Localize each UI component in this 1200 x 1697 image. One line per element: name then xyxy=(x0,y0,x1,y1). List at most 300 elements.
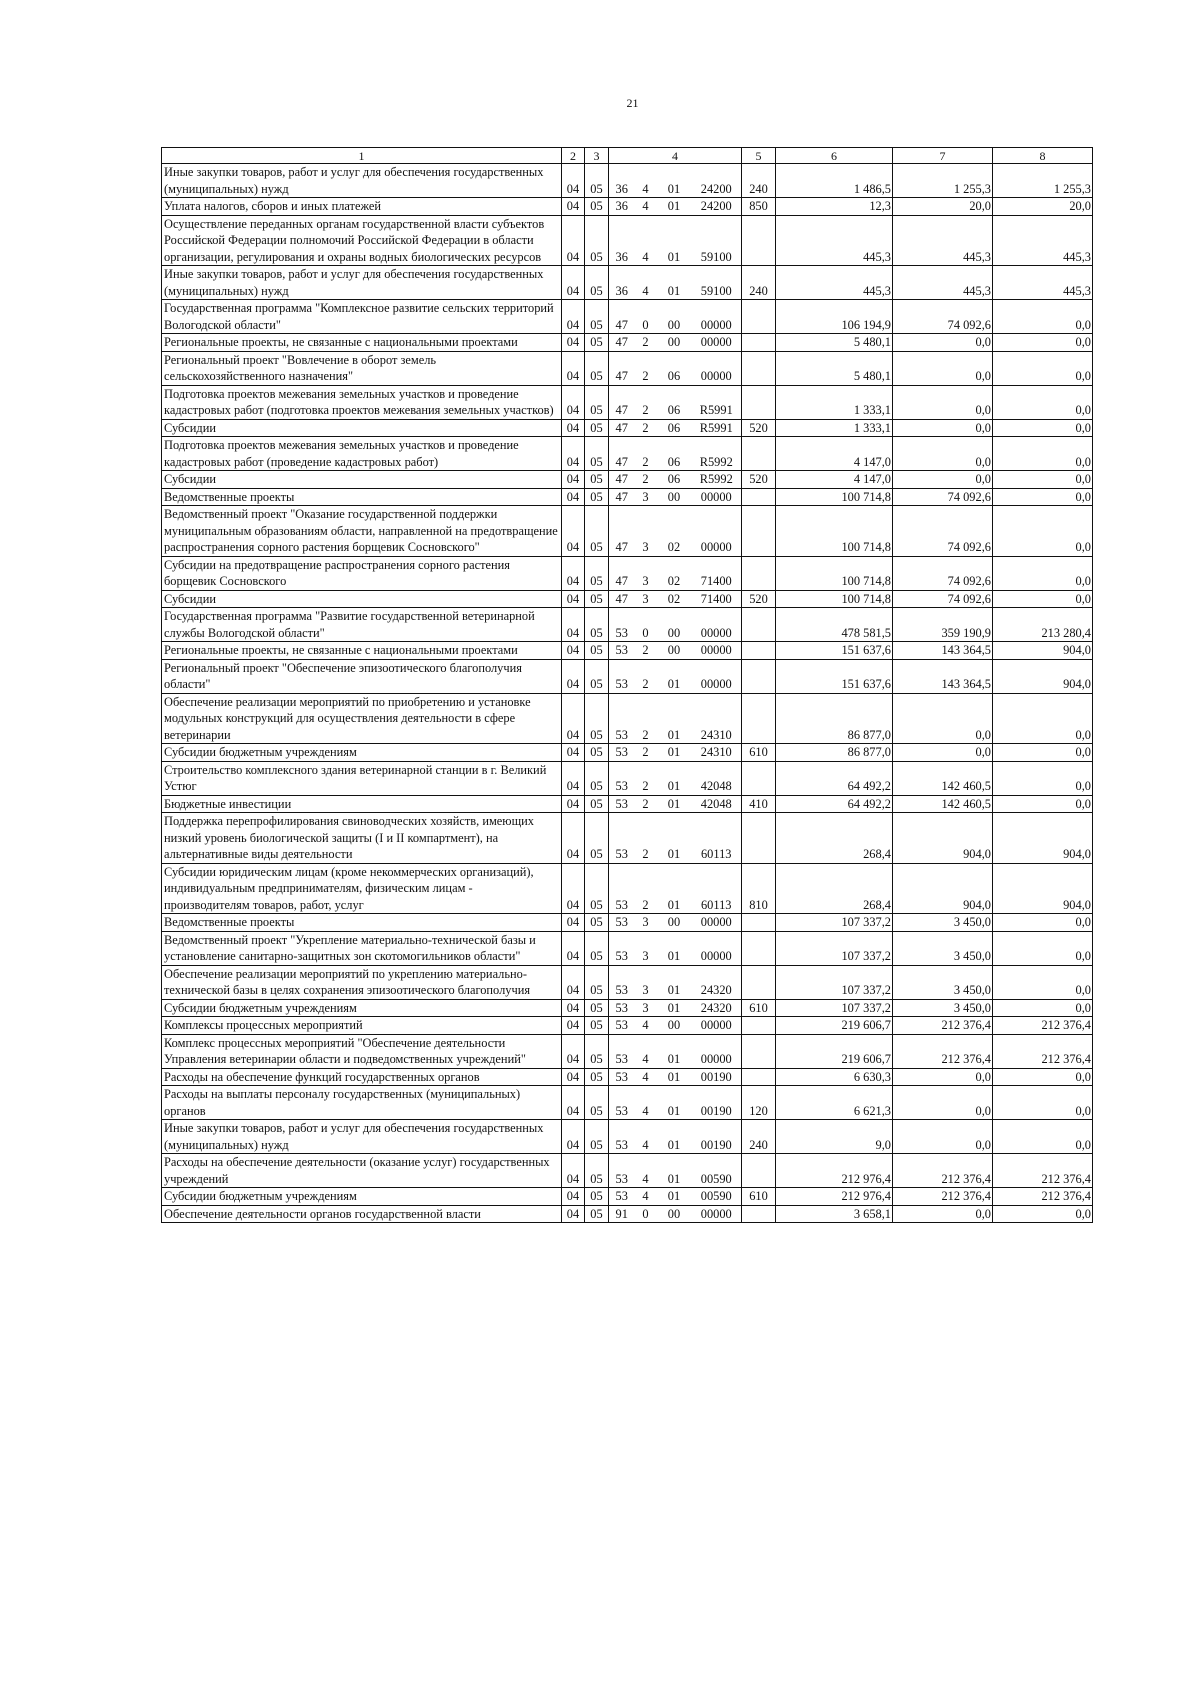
amount-col-7: 0,0 xyxy=(893,471,993,489)
col-header-6: 6 xyxy=(776,148,893,164)
amount-col-8: 904,0 xyxy=(993,813,1093,864)
code-program: 53 xyxy=(609,761,635,795)
code-subsection: 05 xyxy=(585,471,609,489)
col-header-2: 2 xyxy=(562,148,585,164)
code-element: 01 xyxy=(657,813,692,864)
code-expense-type: 410 xyxy=(742,795,776,813)
code-expense-type xyxy=(742,385,776,419)
code-subsection: 05 xyxy=(585,744,609,762)
amount-col-6: 268,4 xyxy=(776,813,893,864)
code-subsection: 05 xyxy=(585,351,609,385)
amount-col-8: 0,0 xyxy=(993,590,1093,608)
amount-col-7: 0,0 xyxy=(893,351,993,385)
table-row xyxy=(162,334,1093,352)
code-expense-type xyxy=(742,1034,776,1068)
amount-col-6: 1 333,1 xyxy=(776,385,893,419)
amount-col-8: 445,3 xyxy=(993,266,1093,300)
table-row xyxy=(162,437,1093,471)
amount-col-6: 100 714,8 xyxy=(776,556,893,590)
code-element: 01 xyxy=(657,1068,692,1086)
row-name: Государственная программа "Развитие государственной ветеринарной службы Вологодской области" xyxy=(162,608,562,642)
code-program: 53 xyxy=(609,914,635,932)
table-row xyxy=(162,914,1093,932)
code-expense-type xyxy=(742,215,776,266)
amount-col-6: 151 637,6 xyxy=(776,642,893,660)
code-expense-type xyxy=(742,659,776,693)
code-type: 2 xyxy=(635,351,657,385)
table-row xyxy=(162,300,1093,334)
table-row xyxy=(162,1205,1093,1223)
code-expense-type: 240 xyxy=(742,164,776,198)
code-program: 53 xyxy=(609,1068,635,1086)
amount-col-6: 4 147,0 xyxy=(776,471,893,489)
code-direction: 00000 xyxy=(692,642,742,660)
amount-col-8: 0,0 xyxy=(993,488,1093,506)
code-program: 53 xyxy=(609,659,635,693)
col-header-7: 7 xyxy=(893,148,993,164)
code-element: 01 xyxy=(657,931,692,965)
code-program: 47 xyxy=(609,556,635,590)
code-subsection: 05 xyxy=(585,385,609,419)
code-section: 04 xyxy=(562,914,585,932)
code-section: 04 xyxy=(562,659,585,693)
code-direction: 00000 xyxy=(692,334,742,352)
code-direction: 00000 xyxy=(692,488,742,506)
code-type: 2 xyxy=(635,471,657,489)
amount-col-7: 0,0 xyxy=(893,419,993,437)
code-subsection: 05 xyxy=(585,795,609,813)
header-row xyxy=(162,148,1093,164)
amount-col-7: 142 460,5 xyxy=(893,761,993,795)
code-direction: 00000 xyxy=(692,608,742,642)
code-subsection: 05 xyxy=(585,1205,609,1223)
code-subsection: 05 xyxy=(585,437,609,471)
code-section: 04 xyxy=(562,813,585,864)
code-element: 01 xyxy=(657,198,692,216)
amount-col-7: 142 460,5 xyxy=(893,795,993,813)
code-expense-type: 120 xyxy=(742,1086,776,1120)
amount-col-8: 0,0 xyxy=(993,334,1093,352)
amount-col-7: 0,0 xyxy=(893,1205,993,1223)
row-name: Осуществление переданных органам государственной власти субъектов Российской Федерации полномочий Российской Федерации в области организации, регулирования и охраны водных биологических ресурсов xyxy=(162,215,562,266)
amount-col-8: 0,0 xyxy=(993,1120,1093,1154)
code-direction: 71400 xyxy=(692,556,742,590)
amount-col-6: 6 630,3 xyxy=(776,1068,893,1086)
amount-col-8: 212 376,4 xyxy=(993,1188,1093,1206)
amount-col-6: 107 337,2 xyxy=(776,965,893,999)
code-program: 53 xyxy=(609,795,635,813)
code-expense-type xyxy=(742,931,776,965)
amount-col-8: 0,0 xyxy=(993,931,1093,965)
col-header-5: 5 xyxy=(742,148,776,164)
amount-col-8: 0,0 xyxy=(993,744,1093,762)
code-element: 00 xyxy=(657,300,692,334)
code-program: 53 xyxy=(609,642,635,660)
amount-col-8: 0,0 xyxy=(993,300,1093,334)
table-row xyxy=(162,266,1093,300)
code-section: 04 xyxy=(562,608,585,642)
amount-col-8: 904,0 xyxy=(993,863,1093,914)
row-name: Региональные проекты, не связанные с национальными проектами xyxy=(162,642,562,660)
code-expense-type xyxy=(742,914,776,932)
code-program: 47 xyxy=(609,334,635,352)
col-header-1: 1 xyxy=(162,148,562,164)
code-section: 04 xyxy=(562,385,585,419)
code-expense-type xyxy=(742,556,776,590)
amount-col-6: 107 337,2 xyxy=(776,931,893,965)
code-subsection: 05 xyxy=(585,300,609,334)
code-section: 04 xyxy=(562,300,585,334)
code-direction: 24320 xyxy=(692,999,742,1017)
code-expense-type xyxy=(742,351,776,385)
code-expense-type: 240 xyxy=(742,266,776,300)
table-row xyxy=(162,1068,1093,1086)
code-program: 53 xyxy=(609,931,635,965)
code-type: 3 xyxy=(635,999,657,1017)
code-direction: 00190 xyxy=(692,1068,742,1086)
amount-col-6: 219 606,7 xyxy=(776,1034,893,1068)
code-section: 04 xyxy=(562,419,585,437)
amount-col-7: 904,0 xyxy=(893,863,993,914)
amount-col-6: 5 480,1 xyxy=(776,334,893,352)
code-type: 3 xyxy=(635,590,657,608)
amount-col-7: 74 092,6 xyxy=(893,300,993,334)
table-row xyxy=(162,744,1093,762)
amount-col-8: 0,0 xyxy=(993,419,1093,437)
code-type: 4 xyxy=(635,1154,657,1188)
table-row xyxy=(162,761,1093,795)
code-element: 00 xyxy=(657,914,692,932)
code-element: 01 xyxy=(657,1154,692,1188)
code-element: 01 xyxy=(657,1034,692,1068)
code-subsection: 05 xyxy=(585,266,609,300)
amount-col-7: 3 450,0 xyxy=(893,965,993,999)
code-direction: 00000 xyxy=(692,300,742,334)
code-program: 47 xyxy=(609,300,635,334)
amount-col-8: 0,0 xyxy=(993,506,1093,557)
code-subsection: 05 xyxy=(585,506,609,557)
code-type: 4 xyxy=(635,1120,657,1154)
code-type: 4 xyxy=(635,1086,657,1120)
code-subsection: 05 xyxy=(585,556,609,590)
amount-col-7: 74 092,6 xyxy=(893,590,993,608)
amount-col-7: 143 364,5 xyxy=(893,642,993,660)
code-element: 01 xyxy=(657,1120,692,1154)
code-type: 4 xyxy=(635,1017,657,1035)
amount-col-6: 64 492,2 xyxy=(776,795,893,813)
code-expense-type xyxy=(742,813,776,864)
row-name: Региональный проект "Вовлечение в оборот земель сельскохозяйственного назначения" xyxy=(162,351,562,385)
row-name: Расходы на выплаты персоналу государственных (муниципальных) органов xyxy=(162,1086,562,1120)
code-subsection: 05 xyxy=(585,1086,609,1120)
code-type: 4 xyxy=(635,198,657,216)
code-section: 04 xyxy=(562,215,585,266)
row-name: Бюджетные инвестиции xyxy=(162,795,562,813)
code-element: 02 xyxy=(657,556,692,590)
row-name: Поддержка перепрофилирования свиноводческих хозяйств, имеющих низкий уровень биологической защиты (I и II компартмент), на альтернативные виды деятельности xyxy=(162,813,562,864)
code-type: 2 xyxy=(635,863,657,914)
row-name: Обеспечение реализации мероприятий по укреплению материально-технической базы в целях сохранения эпизоотического благополучия xyxy=(162,965,562,999)
code-direction: 00590 xyxy=(692,1188,742,1206)
amount-col-7: 3 450,0 xyxy=(893,931,993,965)
code-element: 06 xyxy=(657,385,692,419)
code-expense-type xyxy=(742,642,776,660)
code-section: 04 xyxy=(562,198,585,216)
amount-col-6: 3 658,1 xyxy=(776,1205,893,1223)
code-type: 2 xyxy=(635,385,657,419)
amount-col-6: 445,3 xyxy=(776,266,893,300)
amount-col-6: 1 333,1 xyxy=(776,419,893,437)
code-subsection: 05 xyxy=(585,608,609,642)
code-section: 04 xyxy=(562,1154,585,1188)
code-program: 53 xyxy=(609,1086,635,1120)
amount-col-7: 212 376,4 xyxy=(893,1017,993,1035)
code-element: 06 xyxy=(657,471,692,489)
code-type: 4 xyxy=(635,164,657,198)
code-program: 47 xyxy=(609,590,635,608)
code-subsection: 05 xyxy=(585,693,609,744)
code-type: 4 xyxy=(635,1068,657,1086)
code-section: 04 xyxy=(562,437,585,471)
code-expense-type xyxy=(742,1068,776,1086)
code-subsection: 05 xyxy=(585,198,609,216)
code-direction: 00000 xyxy=(692,351,742,385)
amount-col-8: 0,0 xyxy=(993,556,1093,590)
amount-col-8: 0,0 xyxy=(993,471,1093,489)
amount-col-8: 0,0 xyxy=(993,1086,1093,1120)
code-section: 04 xyxy=(562,1205,585,1223)
code-program: 36 xyxy=(609,164,635,198)
col-header-3: 3 xyxy=(585,148,609,164)
code-subsection: 05 xyxy=(585,590,609,608)
code-program: 53 xyxy=(609,744,635,762)
code-expense-type xyxy=(742,693,776,744)
code-element: 00 xyxy=(657,1205,692,1223)
code-direction: 24200 xyxy=(692,164,742,198)
amount-col-8: 0,0 xyxy=(993,761,1093,795)
code-program: 47 xyxy=(609,419,635,437)
amount-col-7: 0,0 xyxy=(893,385,993,419)
code-direction: 00190 xyxy=(692,1120,742,1154)
code-element: 01 xyxy=(657,266,692,300)
code-direction: 24200 xyxy=(692,198,742,216)
amount-col-7: 212 376,4 xyxy=(893,1188,993,1206)
amount-col-6: 151 637,6 xyxy=(776,659,893,693)
code-direction: 71400 xyxy=(692,590,742,608)
amount-col-8: 0,0 xyxy=(993,999,1093,1017)
code-element: 01 xyxy=(657,795,692,813)
table-row xyxy=(162,419,1093,437)
row-name: Обеспечение реализации мероприятий по приобретению и установке модульных конструкций для осуществления деятельности в сфере ветеринарии xyxy=(162,693,562,744)
table-row xyxy=(162,863,1093,914)
code-direction: 00590 xyxy=(692,1154,742,1188)
code-expense-type xyxy=(742,1017,776,1035)
code-type: 2 xyxy=(635,334,657,352)
code-type: 3 xyxy=(635,931,657,965)
amount-col-6: 64 492,2 xyxy=(776,761,893,795)
code-subsection: 05 xyxy=(585,813,609,864)
row-name: Комплексы процессных мероприятий xyxy=(162,1017,562,1035)
code-program: 53 xyxy=(609,1034,635,1068)
row-name: Уплата налогов, сборов и иных платежей xyxy=(162,198,562,216)
table-row xyxy=(162,1017,1093,1035)
code-expense-type xyxy=(742,1205,776,1223)
code-direction: 00000 xyxy=(692,1205,742,1223)
table-body xyxy=(162,164,1093,1223)
code-section: 04 xyxy=(562,1017,585,1035)
amount-col-7: 445,3 xyxy=(893,215,993,266)
code-program: 53 xyxy=(609,1188,635,1206)
code-element: 06 xyxy=(657,437,692,471)
code-section: 04 xyxy=(562,761,585,795)
code-direction: 00000 xyxy=(692,914,742,932)
table-row xyxy=(162,471,1093,489)
amount-col-6: 212 976,4 xyxy=(776,1154,893,1188)
amount-col-6: 107 337,2 xyxy=(776,999,893,1017)
row-name: Ведомственные проекты xyxy=(162,914,562,932)
code-direction: 00000 xyxy=(692,659,742,693)
row-name: Субсидии на предотвращение распространения сорного растения борщевик Сосновского xyxy=(162,556,562,590)
amount-col-7: 3 450,0 xyxy=(893,999,993,1017)
code-program: 36 xyxy=(609,266,635,300)
amount-col-8: 0,0 xyxy=(993,914,1093,932)
code-element: 06 xyxy=(657,351,692,385)
code-expense-type: 610 xyxy=(742,1188,776,1206)
amount-col-6: 212 976,4 xyxy=(776,1188,893,1206)
amount-col-6: 219 606,7 xyxy=(776,1017,893,1035)
amount-col-6: 106 194,9 xyxy=(776,300,893,334)
code-section: 04 xyxy=(562,693,585,744)
code-direction: 59100 xyxy=(692,266,742,300)
amount-col-7: 0,0 xyxy=(893,1120,993,1154)
row-name: Расходы на обеспечение деятельности (оказание услуг) государственных учреждений xyxy=(162,1154,562,1188)
amount-col-7: 74 092,6 xyxy=(893,506,993,557)
code-element: 00 xyxy=(657,642,692,660)
code-element: 00 xyxy=(657,608,692,642)
code-subsection: 05 xyxy=(585,1154,609,1188)
amount-col-7: 143 364,5 xyxy=(893,659,993,693)
code-direction: 24320 xyxy=(692,965,742,999)
table-row xyxy=(162,590,1093,608)
amount-col-6: 86 877,0 xyxy=(776,744,893,762)
code-type: 4 xyxy=(635,266,657,300)
amount-col-8: 213 280,4 xyxy=(993,608,1093,642)
code-type: 4 xyxy=(635,1034,657,1068)
table-row xyxy=(162,693,1093,744)
amount-col-8: 212 376,4 xyxy=(993,1034,1093,1068)
code-direction: 59100 xyxy=(692,215,742,266)
code-element: 01 xyxy=(657,1188,692,1206)
code-program: 47 xyxy=(609,488,635,506)
amount-col-6: 100 714,8 xyxy=(776,506,893,557)
code-section: 04 xyxy=(562,744,585,762)
table-row xyxy=(162,215,1093,266)
amount-col-7: 0,0 xyxy=(893,1086,993,1120)
code-expense-type xyxy=(742,506,776,557)
code-section: 04 xyxy=(562,590,585,608)
code-direction: 42048 xyxy=(692,795,742,813)
code-direction: R5992 xyxy=(692,437,742,471)
amount-col-6: 268,4 xyxy=(776,863,893,914)
code-type: 2 xyxy=(635,693,657,744)
row-name: Обеспечение деятельности органов государственной власти xyxy=(162,1205,562,1223)
amount-col-6: 100 714,8 xyxy=(776,488,893,506)
page-number: 21 xyxy=(626,96,639,110)
amount-col-6: 445,3 xyxy=(776,215,893,266)
code-subsection: 05 xyxy=(585,761,609,795)
amount-col-7: 0,0 xyxy=(893,334,993,352)
code-subsection: 05 xyxy=(585,1034,609,1068)
code-element: 02 xyxy=(657,506,692,557)
table-row xyxy=(162,556,1093,590)
code-type: 4 xyxy=(635,1188,657,1206)
code-direction: R5991 xyxy=(692,419,742,437)
code-type: 4 xyxy=(635,215,657,266)
row-name: Ведомственный проект "Укрепление материально-технической базы и установление санитарно-защитных зон скотомогильников области" xyxy=(162,931,562,965)
amount-col-6: 478 581,5 xyxy=(776,608,893,642)
code-subsection: 05 xyxy=(585,1068,609,1086)
amount-col-7: 0,0 xyxy=(893,744,993,762)
code-direction: 24310 xyxy=(692,693,742,744)
table-row xyxy=(162,999,1093,1017)
amount-col-7: 445,3 xyxy=(893,266,993,300)
col-header-4: 4 xyxy=(609,148,742,164)
amount-col-8: 212 376,4 xyxy=(993,1017,1093,1035)
table-row xyxy=(162,659,1093,693)
code-expense-type: 850 xyxy=(742,198,776,216)
code-expense-type xyxy=(742,608,776,642)
row-name: Иные закупки товаров, работ и услуг для обеспечения государственных (муниципальных) нужд xyxy=(162,266,562,300)
code-type: 2 xyxy=(635,744,657,762)
col-header-8: 8 xyxy=(993,148,1093,164)
code-type: 0 xyxy=(635,608,657,642)
table-row xyxy=(162,351,1093,385)
row-name: Комплекс процессных мероприятий "Обеспечение деятельности Управления ветеринарии области и подведомственных учреждений" xyxy=(162,1034,562,1068)
code-section: 04 xyxy=(562,471,585,489)
budget-table xyxy=(161,147,1093,1223)
code-subsection: 05 xyxy=(585,419,609,437)
code-element: 06 xyxy=(657,419,692,437)
code-program: 53 xyxy=(609,999,635,1017)
code-program: 53 xyxy=(609,693,635,744)
row-name: Подготовка проектов межевания земельных участков и проведение кадастровых работ (подготовка проектов межевания земельных участков) xyxy=(162,385,562,419)
amount-col-7: 904,0 xyxy=(893,813,993,864)
table-row xyxy=(162,198,1093,216)
code-section: 04 xyxy=(562,1120,585,1154)
code-section: 04 xyxy=(562,863,585,914)
code-subsection: 05 xyxy=(585,965,609,999)
code-section: 04 xyxy=(562,164,585,198)
amount-col-6: 86 877,0 xyxy=(776,693,893,744)
code-element: 01 xyxy=(657,744,692,762)
code-program: 53 xyxy=(609,813,635,864)
amount-col-6: 5 480,1 xyxy=(776,351,893,385)
row-name: Ведомственный проект "Оказание государственной поддержки муниципальным образованиям области, направленной на предотвращение распространения сорного растения борщевик Сосновского" xyxy=(162,506,562,557)
code-section: 04 xyxy=(562,965,585,999)
code-direction: 24310 xyxy=(692,744,742,762)
code-program: 53 xyxy=(609,1154,635,1188)
code-program: 91 xyxy=(609,1205,635,1223)
table-row xyxy=(162,931,1093,965)
code-direction: R5992 xyxy=(692,471,742,489)
amount-col-8: 0,0 xyxy=(993,795,1093,813)
amount-col-6: 12,3 xyxy=(776,198,893,216)
code-type: 2 xyxy=(635,437,657,471)
amount-col-6: 1 486,5 xyxy=(776,164,893,198)
row-name: Субсидии xyxy=(162,471,562,489)
code-section: 04 xyxy=(562,795,585,813)
code-expense-type xyxy=(742,437,776,471)
